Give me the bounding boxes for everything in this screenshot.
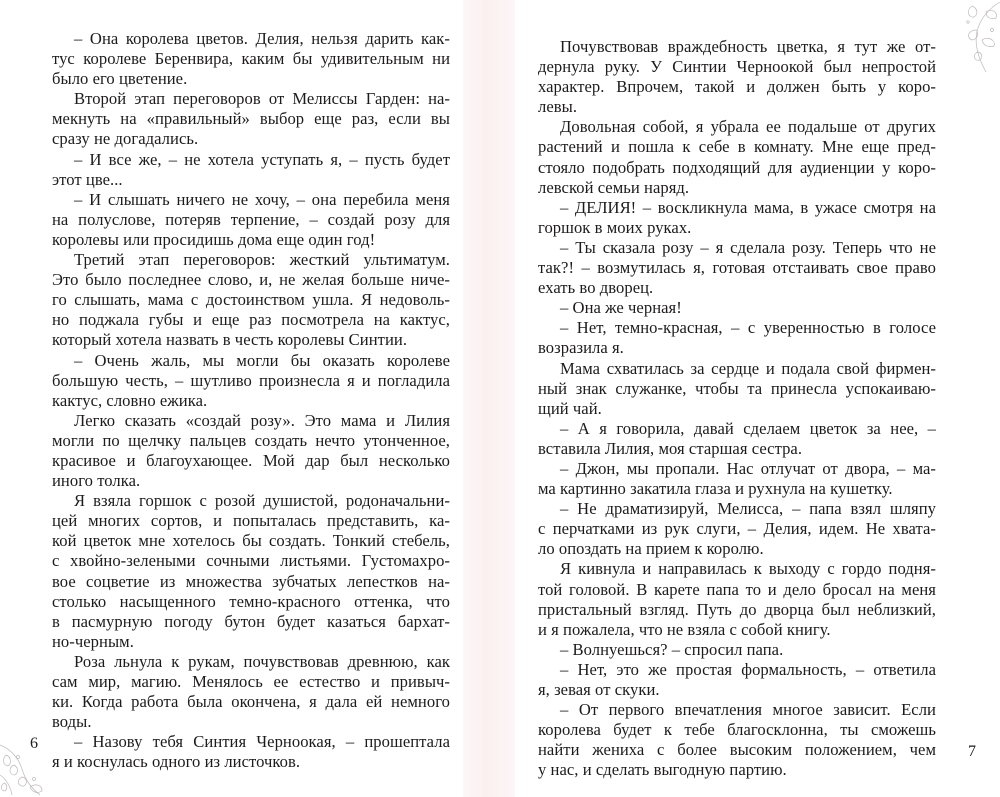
text-line: Это было последнее слово, и, не желая больше ниче-: [52, 270, 450, 290]
text-line: столько насыщенного темно-красного оттенка, что: [52, 591, 450, 611]
text-line: так?! – возмутилась я, готовая отстаивать свое право: [538, 258, 936, 278]
text-line: – Она королева цветов. Делия, нельзя дарить как-: [74, 29, 450, 48]
text-line: Третий этап переговоров: жесткий ультиматум.: [74, 250, 450, 270]
text-line: могли по щелчку пальцев создать нечто утонченное,: [52, 430, 450, 450]
text-line: растений и пошла к себе в комнату. Мне еще пред-: [538, 137, 936, 157]
text-line: в пасмурную погоду бутон будет казаться бархат-: [52, 611, 450, 631]
text-line: с перчатками из рук слуги, – Делия, идем. Не хвата-: [538, 519, 936, 539]
text-line: кактус, словно ежика.: [52, 390, 208, 410]
text-line: ехать во дворец.: [538, 278, 654, 298]
text-line: пристальный взгляд. Путь до дворца был неблизкий,: [538, 599, 936, 619]
right-page-text: [538, 37, 936, 780]
text-line: – И слышать ничего не хочу, – она перебила меня: [74, 189, 450, 209]
text-line: – Ты сказала розу – я сделала розу. Теперь что не: [560, 237, 936, 257]
text-line: Почувствовав враждебность цветка, я тут же от-: [560, 37, 936, 56]
text-line: левы.: [538, 97, 578, 117]
text-line: горшок в моих руках.: [538, 217, 692, 237]
text-line: левской семьи наряд.: [538, 177, 690, 197]
text-line: дернула руку. У Синтии Черноокой был непростой: [538, 57, 936, 77]
text-line: щий чай.: [538, 398, 602, 418]
text-line: – Не драматизируй, Мелисса, – папа взял шляпу: [560, 499, 936, 519]
text-line: с хвойно-зелеными сочными листьями. Густомахро-: [52, 551, 450, 571]
floral-ornament-icon: [952, 0, 1000, 75]
floral-ornament-icon: [0, 735, 55, 797]
text-line: цей многих сортов, и попыталась представить, ка-: [52, 511, 450, 531]
text-line: – Назову тебя Синтия Черноокая, – прошептала: [74, 732, 450, 752]
text-line: ки. Когда работа была окончена, я дала ей немного: [52, 692, 450, 712]
text-line: – Нет, это же простая формальность, – ответила: [560, 659, 936, 679]
text-line: Я кивнула и направилась к выходу с гордо подня-: [560, 559, 936, 579]
text-line: и я пожалела, что не взяла с собой книгу.: [538, 619, 831, 639]
text-line: но-черным.: [52, 631, 134, 651]
text-line: – А я говорила, давай сделаем цветок за нее, –: [560, 418, 936, 438]
text-line: – Джон, мы пропали. Нас отлучат от двора, – ма-: [560, 458, 936, 478]
left-page-text: [52, 29, 450, 772]
text-line: воды.: [52, 712, 92, 732]
text-line: Мама схватилась за сердце и подала свой фирмен-: [560, 358, 936, 378]
text-line: большую честь, – шутливо произнесла я и погладила: [52, 370, 450, 390]
text-line: тус королеве Беренвира, каким бы удивительным ни: [52, 49, 450, 69]
text-line: вое соцветие из множества зубчатых лепестков на-: [52, 571, 450, 591]
text-line: стояло подобрать подходящий для аудиенции у коро-: [538, 157, 936, 177]
right-page: [515, 0, 1000, 797]
left-page: [0, 0, 463, 797]
text-line: – От первого впечатления многое зависит. Если: [560, 700, 936, 720]
text-line: я и коснулась одного из листочков.: [52, 752, 301, 772]
text-line: кой цветок мне хотелось бы создать. Тонкий стебель,: [52, 531, 450, 551]
text-line: возразила я.: [538, 338, 624, 358]
text-line: этот цве...: [52, 169, 123, 189]
text-line: Роза льнула к рукам, почувствовав древнюю, как: [74, 651, 450, 671]
text-line: ный знак служанке, чтобы та принесла успокаиваю-: [538, 378, 936, 398]
text-line: иного толка.: [52, 471, 141, 491]
text-line: – Она же черная!: [560, 298, 682, 318]
right-page-number: 7: [968, 743, 976, 760]
text-line: – ДЕЛИЯ! – воскликнула мама, в ужасе смотря на: [560, 197, 936, 217]
text-line: сам мир, магию. Менялось ее естество и привыч-: [52, 672, 450, 691]
text-line: Я взяла горшок с розой душистой, родоначальни-: [74, 491, 450, 511]
book-gutter: [463, 0, 515, 797]
text-line: ло опоздать на прием к королю.: [538, 539, 764, 559]
text-line: – Очень жаль, мы могли бы оказать королеве: [74, 350, 450, 370]
text-line: мекнуть на «правильный» выбор еще раз, если вы: [52, 109, 450, 129]
text-line: который хотела назвать в честь королевы Синтии.: [52, 330, 408, 350]
text-line: характер. Впрочем, такой и должен быть у коро-: [538, 77, 936, 97]
text-line: но поджала губы и еще раз посмотрела на кактус,: [52, 310, 450, 330]
text-line: ма картинно закатила глаза и рухнула на кушетку.: [538, 479, 893, 499]
text-line: королевы или просидишь дома еще один год!: [52, 229, 376, 249]
text-line: было его цветение.: [52, 69, 188, 89]
text-line: Легко сказать «создай розу». Это мама и Лилия: [74, 410, 450, 430]
text-line: вставила Лилия, моя старшая сестра.: [538, 438, 803, 458]
text-line: – Волнуешься? – спросил папа.: [560, 639, 784, 659]
text-line: – И все же, – не хотела уступать я, – пусть будет: [74, 149, 450, 169]
text-line: я, зевая от скуки.: [538, 680, 660, 699]
text-line: у нас, и сделать выгодную партию.: [538, 760, 787, 780]
text-line: го слышать, мама с достоинством ушла. Я недоволь-: [52, 290, 450, 310]
text-line: красивое и благоухающее. Мой дар был несколько: [52, 450, 450, 470]
text-line: на полуслове, потеряв терпение, – создай розу для: [52, 209, 450, 229]
text-line: той головой. В карете папа то и дело бросал на меня: [538, 579, 936, 599]
text-line: – Нет, темно-красная, – с уверенностью в голосе: [560, 318, 936, 338]
left-page-number: 6: [30, 735, 38, 752]
text-line: Довольная собой, я убрала ее подальше от других: [560, 117, 936, 137]
text-line: сразу не догадались.: [52, 129, 199, 149]
text-line: королева будет к тебе благосклонна, ты сможешь: [538, 720, 936, 740]
text-line: Второй этап переговоров от Мелиссы Гарден: на-: [74, 89, 450, 109]
text-line: найти жениха с более высоким положением, чем: [538, 740, 936, 760]
